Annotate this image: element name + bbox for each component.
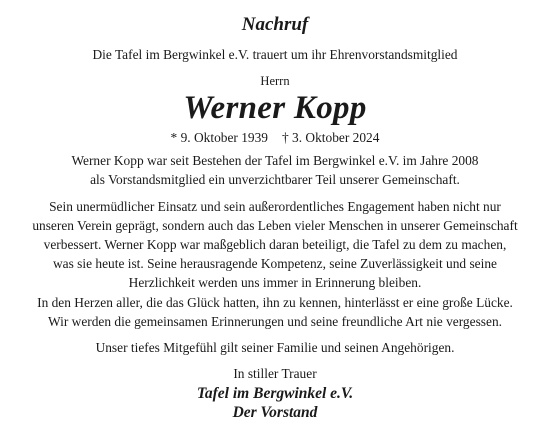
paragraph-3-line: Wir werden die gemeinsamen Erinnerungen und seine freundliche Art nie vergessen. — [48, 314, 502, 329]
life-dates — [0, 129, 550, 147]
paragraph-2-line: Sein unermüdlicher Einsatz und sein außerordentliches Engagement haben nicht nur — [49, 199, 501, 214]
paragraph-1-line: Werner Kopp war seit Bestehen der Tafel im Bergwinkel e.V. im Jahre 2008 — [71, 153, 479, 168]
signature-organization: Tafel im Bergwinkel e.V. — [196, 385, 354, 402]
signature-board: Der Vorstand — [232, 404, 318, 421]
death-date: † 3. Oktober 2024 — [282, 130, 380, 145]
birth-date: * 9. Oktober 1939 — [170, 130, 268, 145]
notice-heading: Nachruf — [241, 14, 309, 35]
paragraph-2-line: unseren Verein geprägt, sondern auch das Leben vieler Menschen in unserer Gemeinschaft — [32, 218, 518, 233]
paragraph-1-line: als Vorstandsmitglied ein unverzichtbarer Teil unserer Gemeinschaft. — [90, 172, 460, 187]
salutation: Herrn — [260, 74, 290, 88]
paragraph-3-line: In den Herzen aller, die das Glück hatten, ihn zu kennen, hinterlässt er eine große Lücke. — [37, 295, 513, 310]
paragraph-4: Unser tiefes Mitgefühl gilt seiner Familie und seinen Angehörigen. — [95, 340, 455, 355]
closing-line: In stiller Trauer — [233, 366, 317, 381]
intro-text: Die Tafel im Bergwinkel e.V. trauert um ihr Ehrenvorstandsmitglied — [92, 47, 458, 62]
paragraph-2-line: was sie heute ist. Seine herausragende Kompetenz, seine Zuverlässigkeit und seine — [53, 256, 497, 271]
paragraph-2-line: verbessert. Werner Kopp war maßgeblich daran beteiligt, die Tafel zu dem zu machen, — [43, 237, 507, 252]
paragraph-2-line: Herzlichkeit werden uns immer in Erinnerung bleiben. — [128, 275, 422, 290]
deceased-name: Werner Kopp — [183, 90, 367, 126]
